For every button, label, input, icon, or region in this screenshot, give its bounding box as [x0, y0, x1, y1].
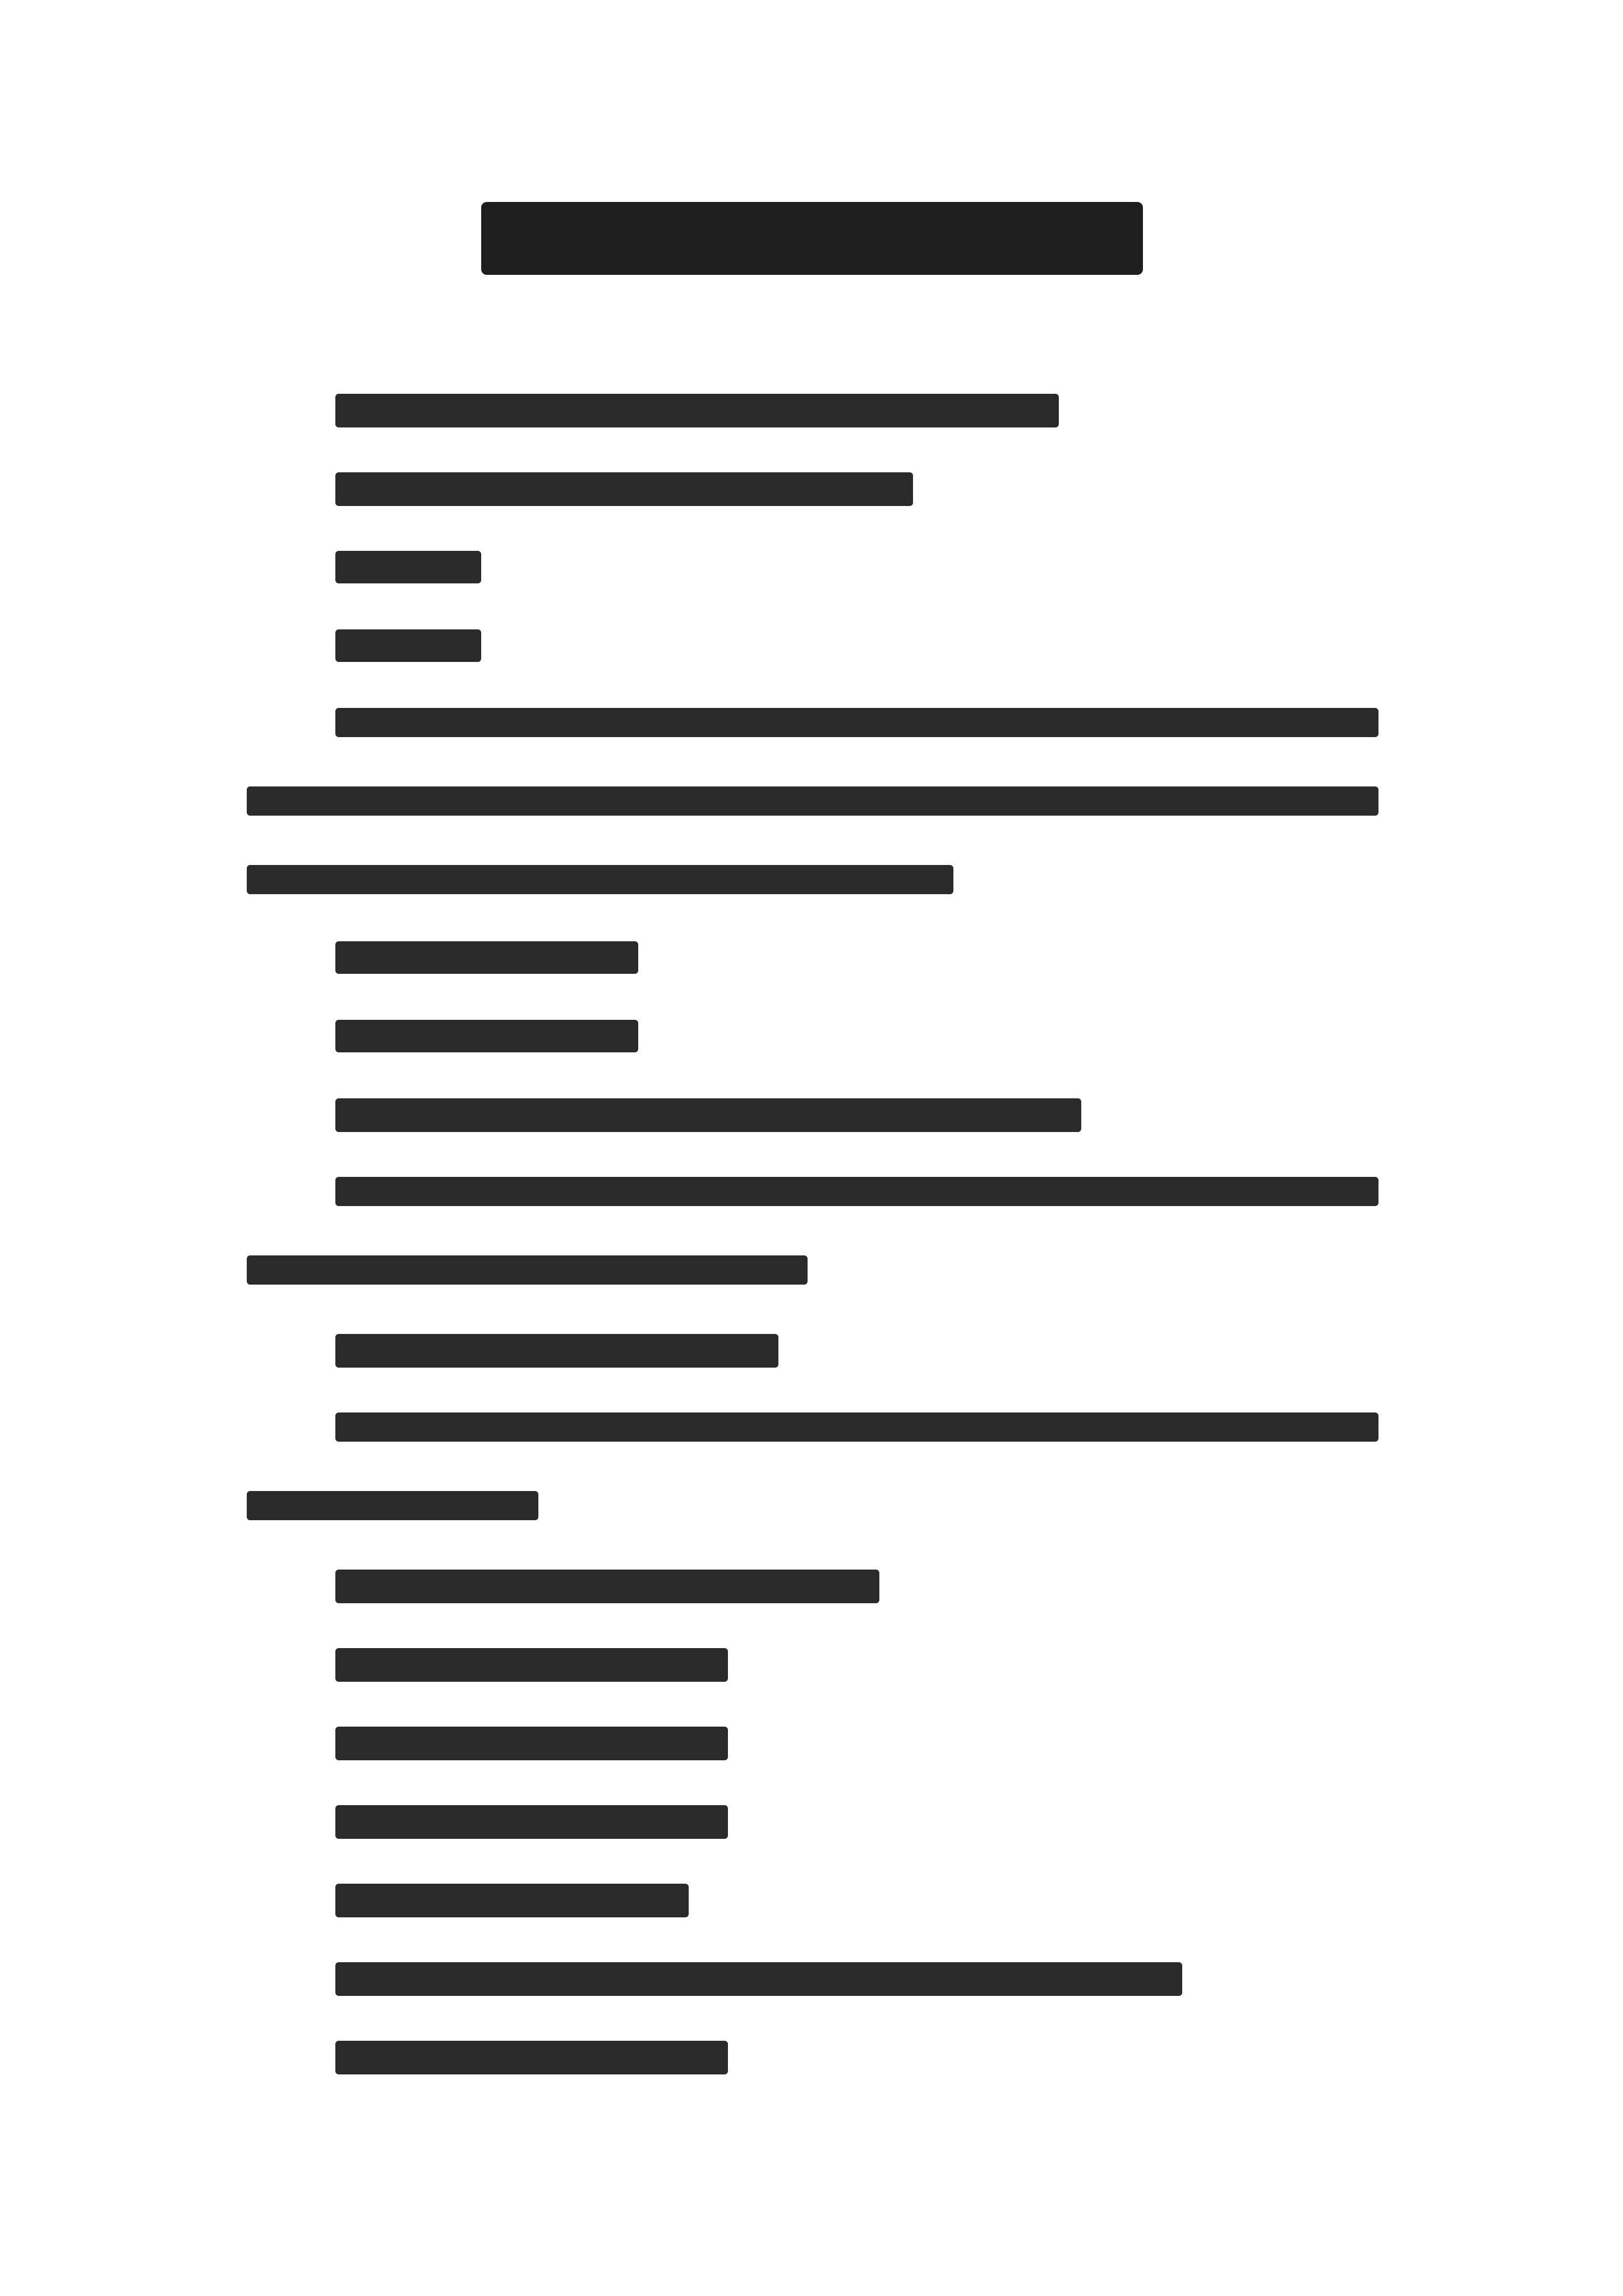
guarantor-label-line — [335, 629, 481, 662]
article-2-line — [335, 1020, 638, 1052]
article-4-row-1 — [335, 1177, 1378, 1206]
clause-2-mark — [335, 1884, 689, 1917]
repay-table-header-mark — [335, 1962, 1182, 1996]
article-1-mark — [335, 941, 638, 974]
loan-period-1-line — [335, 1648, 728, 1682]
clause-1-row-1 — [335, 1412, 1378, 1442]
clause-1-row-2 — [247, 1491, 538, 1520]
clause-2-line — [335, 1884, 689, 1917]
clause-1-paragraph — [0, 1407, 1623, 1564]
loan-period-3-line — [335, 1805, 728, 1839]
title-text — [481, 202, 482, 203]
article-4-paragraph — [0, 1171, 1623, 1328]
guarantor-label-mark — [335, 629, 481, 662]
article-4-row-2 — [247, 1255, 808, 1285]
repay-period-1-line — [335, 2041, 728, 2074]
article-3-line — [335, 1098, 1081, 1132]
intro-row-1 — [335, 708, 1378, 737]
subtitle-line — [335, 394, 1059, 427]
title-text-mark — [481, 202, 1143, 275]
section-heading-mark — [335, 472, 913, 506]
loan-period-3-mark — [335, 1805, 728, 1839]
subtitle-mark — [335, 394, 1059, 427]
loan-table-header-line — [335, 1570, 879, 1603]
lender-label-mark — [335, 551, 481, 583]
intro-paragraph — [0, 702, 1623, 938]
loan-period-2-mark — [335, 1727, 728, 1760]
article-4-text — [0, 1171, 1, 1172]
article-5-line — [335, 1334, 778, 1368]
article-2-mark — [335, 1020, 638, 1052]
intro-row-3 — [247, 865, 953, 894]
intro-row-2 — [247, 786, 1378, 816]
intro-paragraph-text — [0, 702, 1, 703]
article-3-mark — [335, 1098, 1081, 1132]
loan-period-1-mark — [335, 1648, 728, 1682]
loan-period-2-line — [335, 1727, 728, 1760]
loan-table-header-mark — [335, 1570, 879, 1603]
repay-table-header-line — [335, 1962, 1182, 1996]
article-1-line — [335, 941, 638, 974]
lender-label-line — [335, 551, 481, 583]
section-heading-line — [335, 472, 913, 506]
article-5-mark — [335, 1334, 778, 1368]
document-title — [481, 202, 1143, 275]
repay-period-1-mark — [335, 2041, 728, 2074]
